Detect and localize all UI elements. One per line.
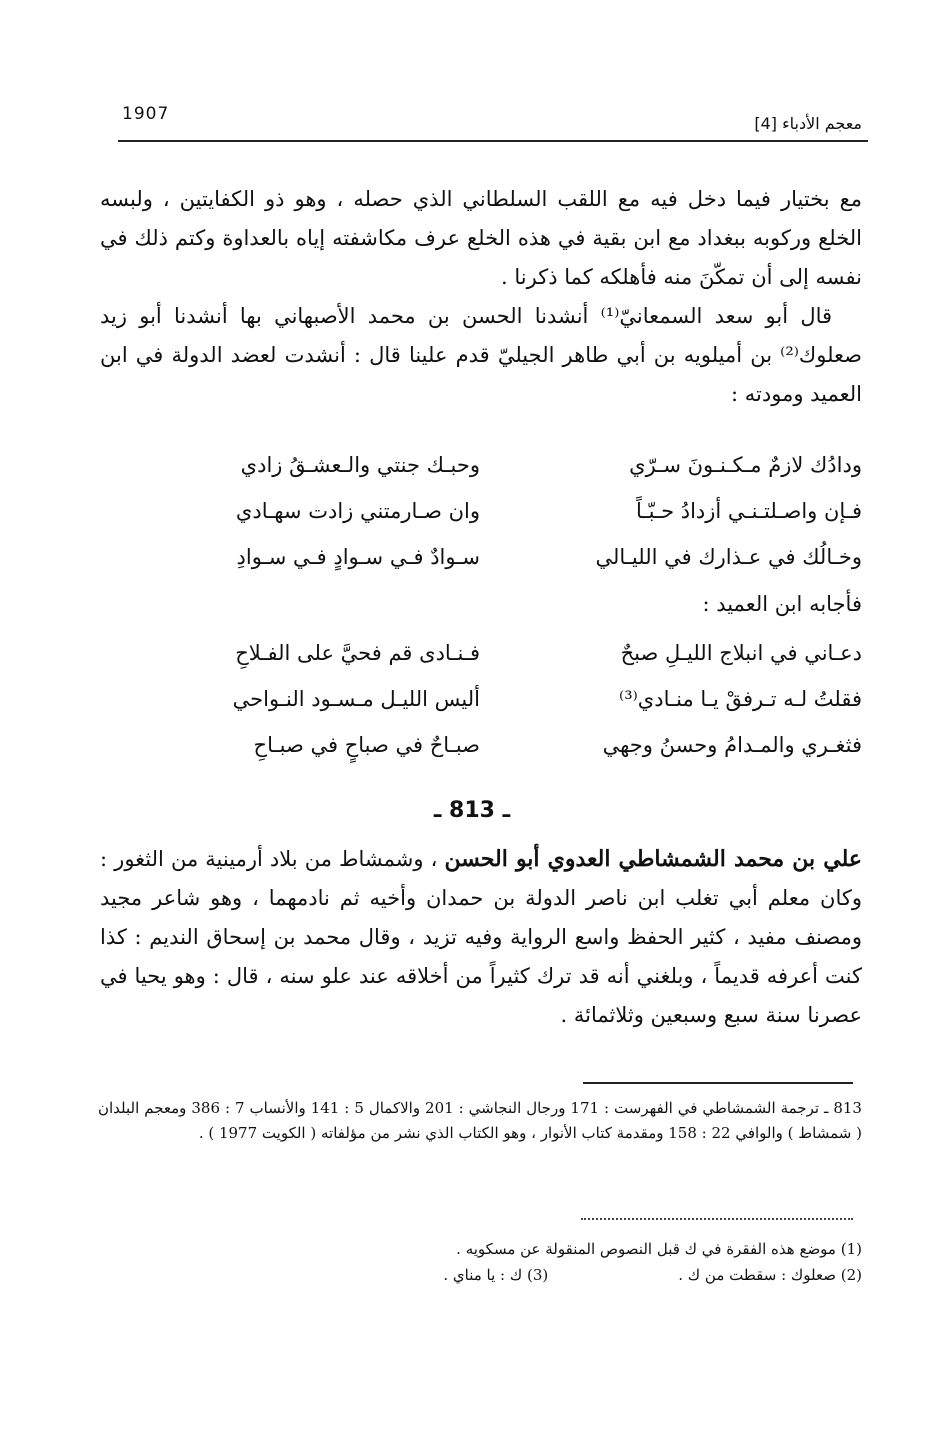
running-title: معجم الأدباء [4] <box>754 114 862 133</box>
verse <box>150 534 862 580</box>
verse-first-hemistich: ودادُك لازمٌ مـكـنـونَ سـرّي <box>629 453 862 477</box>
entry-number: ـ 813 ـ <box>433 798 511 823</box>
verse-second-hemistich: فـنـادى قم فحيَّ على الفـلاحِ <box>235 641 480 665</box>
entry-text <box>100 840 862 1035</box>
entry-paragraph <box>100 840 862 1035</box>
poem-ibn-al-amid <box>150 630 862 768</box>
dotted-rule <box>581 1218 853 1220</box>
paragraph-samani: قال أبو سعد السمعانيّ⁽¹⁾ أنشدنا الحسن بن محمد الأصبهاني بها أنشدنا أبو زيد صعلوك⁽²⁾ بن أميلويه بن أبي طاهر الجيليّ قدم علينا قال : أنشدت لعضد الدولة في ابن العميد ومودته : <box>100 304 862 406</box>
footnotes <box>98 1236 862 1288</box>
verse-first-hemistich: فقلتُ لـه تـرفقْ يـا منـادي⁽³⁾ <box>619 687 862 711</box>
entry-name: علي بن محمد الشمشاطي العدوي أبو الحسن <box>444 846 862 872</box>
header-rule <box>118 140 868 142</box>
reply-intro: فأجابه ابن العميد : <box>702 592 862 616</box>
verse <box>150 722 862 768</box>
main-text <box>100 180 862 414</box>
page-number: 1907 <box>122 104 170 124</box>
verse-first-hemistich: دعـاني في انبلاج الليـلِ صبحٌ <box>620 641 862 665</box>
footnote-3: (3) ك : يا مناي . <box>443 1266 549 1284</box>
paragraph-continuation: مع بختيار فيما دخل فيه مع اللقب السلطاني الذي حصله ، وهو ذو الكفايتين ، ولبسه الخلع وركوبه ببغداد مع ابن بقية في هذه الخلع عرف مكاشفته إياه بالعداوة وكتم ذلك في نفسه إلى أن تمكّنَ منه فأهلكه كما ذكرنا . <box>100 187 862 289</box>
verse <box>150 442 862 488</box>
verse-first-hemistich: فـإن واصـلتـنـي أزدادُ حـبّـاً <box>636 499 862 523</box>
footnote-row <box>98 1262 862 1288</box>
sources-note: 813 ـ ترجمة الشمشاطي في الفهرست : 171 ورجال النجاشي : 201 والاكمال 5 : 141 والأنساب 7 : 386 ومعجم البلدان ( شمشاط ) والوافي 22 : 158 ومقدمة كتاب الأنوار ، وهو الكتاب الذي نشر من مؤلفاته ( الكويت 1977 ) . <box>98 1099 862 1142</box>
verse-second-hemistich: صبـاحٌ في صباحٍ في صبـاحِ <box>253 733 480 757</box>
entry-body: ، وشمشاط من بلاد أرمينية من الثغور : وكان معلم أبي تغلب ابن ناصر الدولة بن حمدان وأخيه ثم نادمهما ، وهو شاعر مجيد ومصنف مفيد ، كثير الحفظ واسع الرواية وفيه تزيد ، وقال محمد بن إسحاق النديم : كذا كنت أعرفه قديماً ، وبلغني أنه قد ترك كثيراً من أخلاقه عند علو سنه ، قال : وهو يحيا في عصرنا سنة سبع وسبعين وثلاثمائة . <box>100 847 862 1027</box>
verse <box>150 676 862 722</box>
verse-second-hemistich: أليس الليـل مـسـود النـواحي <box>232 687 480 711</box>
verse-second-hemistich: سـوادٌ فـي سـوادٍ فـي سـوادِ <box>236 545 480 569</box>
verse-second-hemistich: وحبـك جنتي والـعشـقُ زادي <box>240 453 480 477</box>
footnote-rule <box>583 1082 853 1084</box>
footnote-2: (2) صعلوك : سقطت من ك . <box>678 1266 862 1284</box>
verse <box>150 630 862 676</box>
verse-first-hemistich: وخـالُك في عـذارك في الليـالي <box>595 545 862 569</box>
footnote-1: (1) موضع هذه الفقرة في ك قبل النصوص المنقولة عن مسكويه . <box>456 1240 862 1258</box>
verse-first-hemistich: فثغـري والمـدامُ وحسنُ وجهي <box>602 733 862 757</box>
verse-second-hemistich: وان صـارمتني زادت سهـادي <box>235 499 480 523</box>
poem-adud-al-dawla <box>150 442 862 580</box>
verse <box>150 488 862 534</box>
